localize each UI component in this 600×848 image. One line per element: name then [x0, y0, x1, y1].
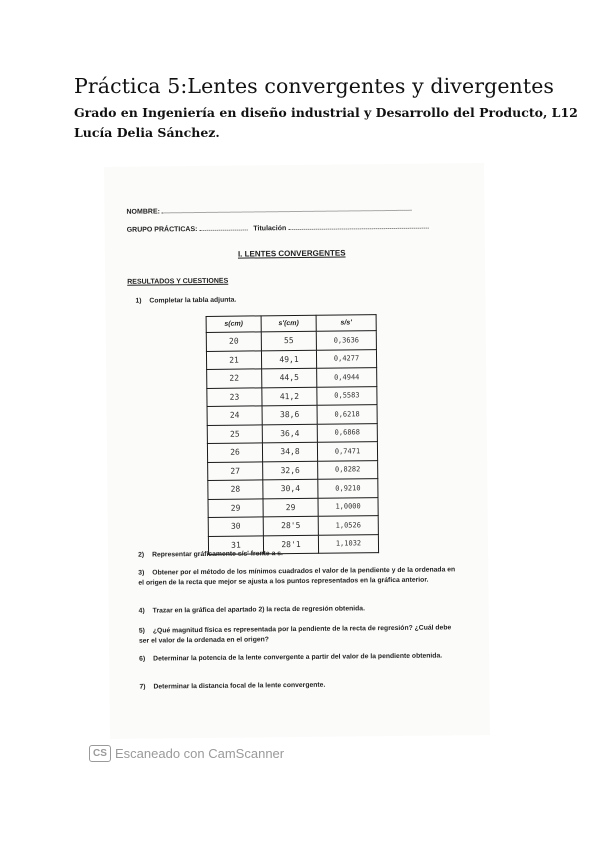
document-author: Lucía Delia Sánchez.	[74, 125, 220, 140]
question-4: 4) Trazar en la gráfica del apartado 2) la recta de regresión obtenida.	[138, 605, 365, 615]
scanned-page	[104, 163, 490, 739]
document-subtitle: Grado en Ingeniería en diseño industrial y Desarrollo del Producto, L12	[74, 105, 578, 120]
table-row: 24 38,6 0,6218	[207, 405, 377, 425]
table-row: 27 32,6 0,8282	[208, 460, 378, 480]
question-2: 2) Representar gráficamente s/s' frente a s.	[138, 550, 283, 559]
nombre-label: NOMBRE:	[126, 208, 160, 216]
table-header-row	[206, 315, 376, 333]
question-6: 6) Determinar la potencia de la lente convergente a partir del valor de la pendiente obtenida.	[139, 652, 443, 663]
header-s: s(cm)	[206, 316, 261, 333]
header-s-prime: s'(cm)	[261, 315, 316, 332]
grupo-field	[127, 222, 429, 234]
nombre-line	[162, 204, 412, 214]
section-title: I. LENTES CONVERGENTES	[237, 248, 346, 259]
titulacion-line	[288, 222, 428, 230]
table-row: 22 44,5 0,4944	[207, 368, 377, 388]
table-row: 20 55 0,3636	[206, 331, 376, 351]
table-row: 26 34,8 0,7471	[207, 442, 377, 462]
header-ratio: s/s'	[316, 315, 376, 332]
nombre-field	[126, 204, 411, 216]
titulacion-label: Titulación	[253, 225, 287, 233]
table-row: 31 28'1 1,1032	[208, 534, 378, 554]
table-row: 23 41,2 0,5583	[207, 386, 377, 406]
table-row: 30 28'5 1,0526	[208, 516, 378, 536]
data-table	[206, 314, 379, 555]
question-7: 7) Determinar la distancia focal de la lente convergente.	[139, 681, 326, 691]
table-row: 28 30,4 0,9210	[208, 479, 378, 499]
table-row: 29 29 1,0000	[208, 497, 378, 517]
question-3: 3) Obtener por el método de los mínimos cuadrados el valor de la pendiente y de la ordenada en el origen de la recta que mejor se ajusta a los puntos representados en la gráfica anterior.	[138, 566, 456, 587]
camscanner-logo-icon: CS	[89, 745, 111, 762]
question-1: 1) Completar la tabla adjunta.	[135, 296, 237, 305]
table-row: 21 49,1 0,4277	[206, 349, 376, 369]
camscanner-text: Escaneado con CamScanner	[115, 746, 285, 761]
question-5: 5) ¿Qué magnitud física es representada por la pendiente de la recta de regresión? ¿Cuál debe ser el valor de la ordenada en el origen?	[138, 624, 452, 645]
table-row: 25 36,4 0,6868	[207, 423, 377, 443]
document-title: Práctica 5:Lentes convergentes y divergentes	[74, 74, 555, 98]
grupo-label: GRUPO PRÁCTICAS:	[126, 226, 198, 234]
camscanner-watermark	[89, 745, 284, 762]
grupo-line	[199, 224, 247, 232]
results-heading: RESULTADOS Y CUESTIONES	[127, 277, 229, 286]
